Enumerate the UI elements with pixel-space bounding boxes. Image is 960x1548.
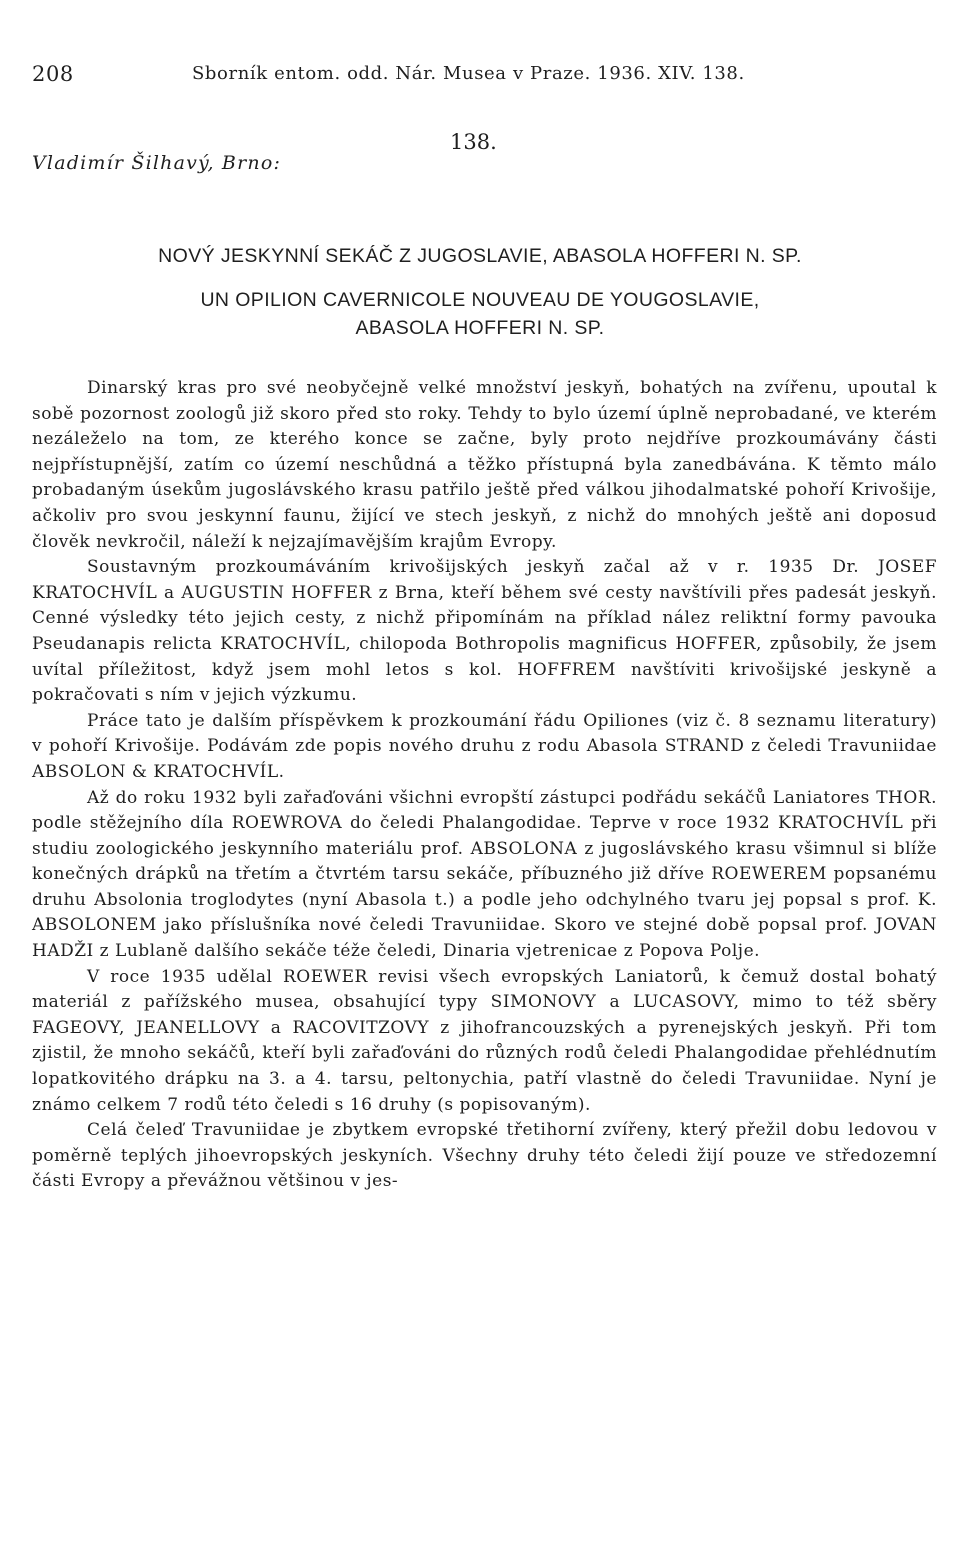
page-number: 208 bbox=[32, 62, 74, 86]
title-french-line-1: UN OPILION CAVERNICOLE NOUVEAU DE YOUGOSLAVIE, bbox=[200, 289, 760, 311]
paragraph: Dinarský kras pro své neobyčejně velké množství jeskyň, bohatých na zvířenu, upoutal k sobě pozornost zoologů již skoro před sto roky. Tehdy to bylo území úplně neprobadané, ve kterém nezáleželo na tom, ze kterého konce se začne, byly proto nejdříve prozkoumávány části nejpřístupnější, zatím co území neschůdná a těžko přístupná byla zanedbávána. K těmto málo probadaným úsekům jugoslávského krasu patřilo ještě před válkou jihodalmatské pohoří Krivošije, ačkoliv pro svou jeskynní faunu, žijící ve stech jeskyň, z nichž do mnohých ještě ani doposud člověk nevkročil, náleží k nejzajímavějším krajům Evropy. bbox=[32, 378, 937, 552]
paragraph: Práce tato je dalším příspěvkem k prozkoumání řádu Opiliones (viz č. 8 seznamu literatury) v pohoří Krivošije. Podávám zde popis nového druhu z rodu Abasola STRAND z čeledi Travuniidae ABSOLON & KRATOCHVÍL. bbox=[32, 710, 937, 782]
author-line: Vladimír Šilhavý, Brno: bbox=[32, 152, 282, 174]
paragraph: Celá čeleď Travuniidae je zbytkem evropské třetihorní zvířeny, který přežil dobu ledovou v poměrně teplých jihoevropských jeskyních. Všechny druhy této čeledi žijí pouze ve středozemní části Evropy a převážnou většinou v jes- bbox=[32, 1120, 937, 1192]
title-czech: NOVÝ JESKYNNÍ SEKÁČ Z JUGOSLAVIE, ABASOLA HOFFERI N. SP. bbox=[158, 245, 802, 267]
journal-citation: Sborník entom. odd. Nár. Musea v Praze. 1936. XIV. 138. bbox=[192, 63, 745, 84]
paragraph: Soustavným prozkoumáváním krivošijských jeskyň začal až v r. 1935 Dr. JOSEF KRATOCHVÍL a AUGUSTIN HOFFER z Brna, kteří během své cesty navštívili přes padesát jeskyň. Cenné výsledky této jejich cesty, z nichž připomínám na příklad nález reliktní formy pavouka Pseudanapis relicta KRATOCHVÍL, chilopoda Bothropolis magnificus HOFFER, způsobily, že jsem uvítal příležitost, když jsem mohl letos s kol. HOFFREM navštíviti krivošijské jeskyně a pokračovati s ním v jejich výzkumu. bbox=[32, 557, 937, 706]
running-header bbox=[32, 62, 937, 86]
article-number: 138. bbox=[450, 130, 497, 154]
title-french-line-2: ABASOLA HOFFERI N. SP. bbox=[355, 317, 605, 339]
paragraph: V roce 1935 udělal ROEWER revisi všech evropských Laniatorů, k čemuž dostal bohatý materiál z pařížského musea, obsahující typy SIMONOVY a LUCASOVY, mimo to též sběry FAGEOVY, JEANELLOVY a RACOVITZOVY z jihofrancouzských a pyrenejských jeskyň. Při tom zjistil, že mnoho sekáčů, kteří byli zařaďováni do různých rodů čeledi Phalangodidae přehlédnutím lopatkovitého drápku na 3. a 4. tarsu, peltonychia, patří vlastně do čeledi Travuniidae. Nyní je známo celkem 7 rodů této čeledi s 16 druhy (s popisovaným). bbox=[32, 966, 937, 1115]
paragraph: Až do roku 1932 byli zařaďováni všichni evropští zástupci podřádu sekáčů Laniatores THOR. podle stěžejního díla ROEWROVA do čeledi Phalangodidae. Teprve v roce 1932 KRATOCHVÍL při studiu zoologického jeskynního materiálu prof. ABSOLONA z jugoslávského krasu všimnul si blíže konečných drápků na třetím a čtvrtém tarsu sekáče, příbuzného již dříve ROEWEREM popsanému druhu Absolonia troglodytes (nyní Abasola t.) a podle jeho odchylného tvaru jej popsal s prof. K. ABSOLONEM jako příslušníka nové čeledi Travuniidae. Skoro ve stejné době popsal prof. JOVAN HADŽI z Lublaně dalšího sekáče téže čeledi, Dinaria vjetrenicae z Popova Polje. bbox=[32, 787, 937, 962]
article-body bbox=[32, 376, 937, 1195]
